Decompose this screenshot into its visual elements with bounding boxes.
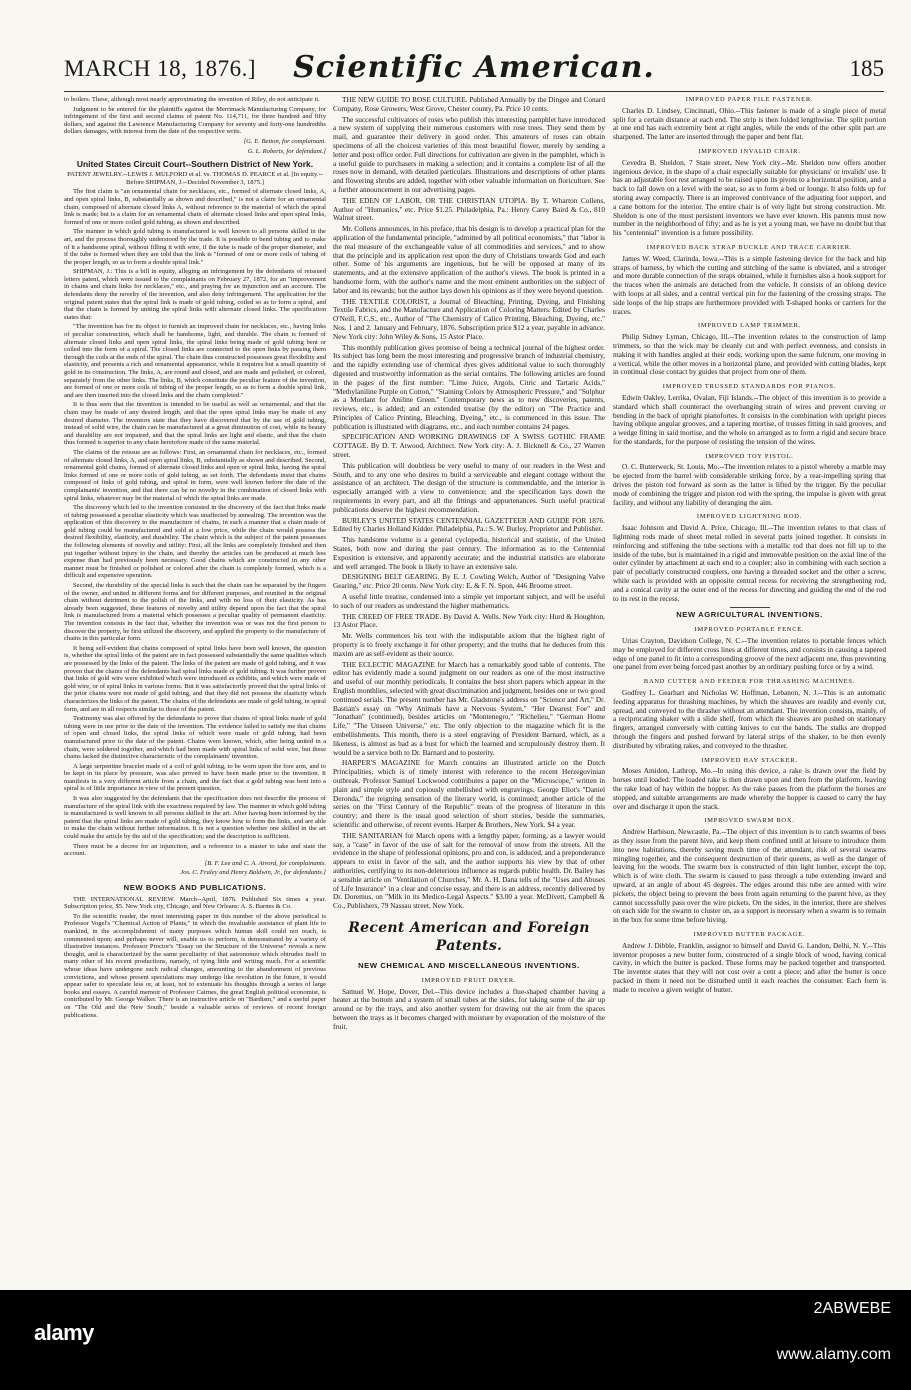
book-notice: BURLEY'S UNITED STATES CENTENNIAL GAZETTEER AND GUIDE FOR 1876. Edited by Charles Holland Kidder. Philadelphia, Pa.: S. W. Burley, Proprietor and Publisher. <box>333 515 605 534</box>
body-paragraph: It is thus seen that the invention is intended to be useful as well as ornamental, and that the chain may be made of any desired length, and that the open spiral links may be made of any desired diameter. The inventors state that they have discovered that by the use of gold tubing, instead of solid wire, the chain can be manufactured at a great diminution of cost, while its beauty and durability are not impaired, and that the spiral links are light and elastic, and that the chain thus formed is superior to any chain heretofore made of the same material. <box>64 401 326 447</box>
invention-caption: IMPROVED TOY PISTOL. <box>705 452 794 460</box>
body-paragraph: SHIPMAN, J.: This is a bill in equity, alleging an infringement by the defendants of reissued letters patent, which were issued to the complainants on February 27, 1872, for an "improvement in chains and chain links for necklaces," etc., and praying for an injunction and an account. The defendants deny the novelty of the invention, and also deny infringement. The application for the original patent states that the spiral link is made of gold tubing, coiled so as to form a spiral, and that the chain is formed by uniting the spiral links with alternate closed links. The specification states that: <box>64 268 326 321</box>
body-paragraph: This monthly publication gives promise of being a technical journal of the highest order. Its subject has long been the most interesting and progressive branch of industrial chemistry, and the rapidly extending use of chemical dyes gives additional value to such thoroughly digested and trustworthy information as the serial contains. The following articles are found in the pages of the first number: "Lime Juice, Argols, Citric and Tartaric Acids," "Methylaniline Purple on Cotton," "Staining Colors by Atmospheric Pressure," and "Sulphur as a Mordant for Aniline Green." Contemporary news as to new discoveries, patents, reviews, etc., is added; and an extended treatise (by the editor) on "The Practice and Principles of Calico Printing, Bleaching, Dyeing," etc., is commenced in this issue. The publication is illustrated with diagrams, etc., and each number contains 24 pages. <box>333 342 605 431</box>
body-paragraph: There must be a decree for an injunction, and a reference to a master to take and state the account. <box>64 842 326 858</box>
body-paragraph: THE INTERNATIONAL REVIEW. March--April, 1876. Published Six times a year. Subscription price, $5. New York city, Chicago, and New Orleans: A. S. Barnes & Co. <box>64 895 326 911</box>
invention-text: James W. Weed, Clarinda, Iowa.--This is a simple fastening device for the back and hip straps of harness, by which the cutting and stitching of the same is obviated, and a stronger and more durable connection of the straps obtained, while it furnishes also a hook support for the traces when the animals are detached from the vehicle. It consists of an oblong device with loops at all sides, and a central vertical pin for the fastening of the crossing straps. The side loops of the hip straps are furthermore provided with T-shaped hooks or carriers for the traces. <box>613 253 886 316</box>
body-paragraph: THE ECLECTIC MAGAZINE for March has a remarkably good table of contents. The editor has evidently made a sound judgment on our readers as one of the most instructive and useful of our monthly periodicals. It contains the best short papers which appear in the English monthlies, selected with great discrimination and judgment, besides one or two good continued serials. The present number has Mr. Gladstone's address on "Science and Art," Dr. Bastian's essay on "Why Animals have a Nervous System," "Her Dearest Foe" and "Jonathan" (continued), besides articles on "Montenegro," "Richelieu," "German Home Life," "The Unseen Universe," etc. The only objection to the magazine which fit is the embellishments. This month, there is a steel engraving of President Barnard, which, as a likeness, is almost as bad as a bust for which the learned and scrupulously destroy them. It would be a service both to Dr. Barnard and to posterity. <box>333 659 605 757</box>
column-left <box>64 96 326 1236</box>
case-title: PATENT JEWELRY.--LEWIS J. MULFORD et al. vs. THOMAS D. PEARCE et al. [In equity.--Before SHIPMAN, J.--Decided November 3, 1875.] <box>67 171 323 186</box>
watermark-url: www.alamy.com <box>776 1346 891 1363</box>
invention-caption: IMPROVED TRUSSED STANDARDS FOR PIANOS. <box>662 383 837 391</box>
chemical-inventions-heading: NEW CHEMICAL AND MISCELLANEOUS INVENTIONS. <box>358 960 580 970</box>
body-paragraph: This publication will doubtless be very useful to many of our readers in the West and South, and to any one who desires to build a serviceable and elegant cottage without the assistance of an architect. The design of the structure is commendable, and the interior is especially arranged with a view to convenience; and the specification lays down the requirements in every part, and all the fittings and appurtenances. Such useful practical publications deserve the highest recommendation. <box>333 460 605 514</box>
invention-caption: IMPROVED LAMP TRIMMER. <box>698 322 801 330</box>
issue-date: MARCH 18, 1876.] <box>64 56 257 81</box>
book-notice: THE TEXTILE COLORIST, a Journal of Bleaching, Printing, Dyeing, and Finishing Textile Fabrics, and the Manufacture and Application of Coloring Matters. Edited by Charles O'Neill, F.C.S., etc., Author of "The Chemistry of Calico Printing, Bleaching, Dyeing, etc." Nos. 1 and 2. January and February, 1876. Subscription price $12 a year, payable in advance. New York city: John Wiley & Sons, 15 Astor Place. <box>333 296 605 341</box>
invention-caption: IMPROVED LIGHTNING ROD. <box>696 513 803 521</box>
body-paragraph: HARPER'S MAGAZINE for March contains an illustrated article on the Dutch Principalities, which is of timely interest with reference to the recent Herzegovinian outbreak. Professor Samuel Lockwood contributes a paper on the "Microscope," written in plain and simple style and copiously embellished with engravings. George Eliot's "Daniel Deronda," the reigning sensation of the literary world, is continued; another article of the series on the "First Century of the Republic" treats of the progress of literature in this country; and there is the usual good selection of short stories, beside the summaries, scientific and otherwise, of recent events. Harper & Brothers, New York. $4 a year. <box>333 758 605 829</box>
body-paragraph: Testimony was also offered by the defendants to prove that chains of spiral links made of gold tubing were in use prior to the date of the invention. The evidence failed to satisfy me that chains of open and closed links, the spiral links of which were made of gold tubing, had been manufactured prior to the date of the patent. Chains were known, which, after being united in a chain, were soldered together, and which had been made with spiral links of solid wire, but these chains lacked the distinctive characteristic of the complainants' invention. <box>64 715 326 761</box>
body-paragraph: It was also suggested by the defendants that the specification does not describe the process of manufacture of the spiral link with the exactness required by law. The manner in which gold tubing is manufactured is well known to all persons skilled in the art. After having been informed by the patent that the spiral links are made of gold tubing, they know how to form the links, and are able to make the chain without further information. It is not a question whether one skilled in the art could make the article by the aid of the specification; and the description is sufficient. <box>64 795 326 841</box>
invention-caption: IMPROVED BUTTER PACKAGE. <box>693 930 806 938</box>
counsel-line: Jos. C. Fraley and Henry Baldwin, Jr., for defendants.] <box>180 869 326 877</box>
masthead-rule <box>64 91 884 92</box>
body-paragraph: The successful cultivators of roses who publish this interesting pamphlet have introduced a new system of supplying their numerous customers with rose trees. They send them by mail, and guarantee their delivery in good order. This amateurs of roses can obtain specimens of all the choicest varieties of this most beautiful flower, merely by sending a letter and post office order. Full directions for cultivation are given in the pamphlet, which is a useful guide to purchasers in making a selection; and it contains a complete list of all the roses now in demand, with detailed particulars. Illustrations and descriptions of other plants and flowering shrubs are added, together with other valuable information on floriculture. See a further announcement in our advertising pages. <box>333 114 605 194</box>
counsel-line: G. L. Roberts, for defendant.] <box>247 147 326 155</box>
stock-watermark-banner <box>0 1290 911 1390</box>
invention-text: Philip Sidney Lyman, Chicago, Ill.--The invention relates to the construction of lamp trimmers, so that the wick may be cleanly cut and with perfect evenness, and consists in making it with handles angled at their ends, working upon the same fulcrum, one moving in a vertical, while the other moves in a horizontal plane, and provided with cutting blades, kept in continual close contact by guides that project from one of them. <box>613 332 886 377</box>
invention-text: Edwin Oakley, Lerrika, Ovalan, Fiji Islands.--The object of this invention is to provide a standard which shall counteract the overhanging strain of wires and prevent curving or bending in the back of upright pianofortes. It consists in the combination with upright pieces having oblique angular grooves, and a tapering mortise, of trusses fitting in said grooves, and a wedge fitting in said mortise, and the whole so arranged as to form a rigid and secure brace for the standards, for the purpose of resisting the tension of the wires. <box>613 392 886 446</box>
invention-text: O. C. Butterweck, St. Louis, Mo.--The invention relates to a pistol whereby a marble may be ejected from the barrel with considerable striking force, by a rear-impelling spring that drives the piston rod forward as soon as the latter is lifted by the trigger. By the peculiar mode of combining the trigger and piston rod with the spring, the impulse is given with great facility, and without any liability of deranging the aim. <box>613 462 886 507</box>
invention-text: Cevedra B. Sheldon, 7 State street, New York city.--Mr. Sheldon now offers another ingenious device, in the shape of a chair especially suitable for physicians' or invalids' use. It has an adjustable foot rest arranged to be raised upon its pivots to a horizontal position, and a back to fall down on a level with the seat, so as to form a bed or lounge. It also folds up for storing away compactly. There is an improved contrivance of the adjusting foot support, and a cane bottom for the interior. The entire chair is of very light but strong construction. Mr. Sheldon is one of the most persistent inventors we have ever known. His patents must now number in the neighborhood of fifty; and as he is yet a young man, we have no doubt but that his "centennial" invention is a future possibility. <box>613 157 886 238</box>
body-paragraph: Second, the durability of the special links is such that the chain can be separated by the fingers of the owner, and united in different forms and for different purposes, and reunited in the original chain without detriment to the polish of the links, and with no loss of their elasticity. As has already been suggested, these features of novelty and utility depend upon the fact that the spiral link is manufactured from a material which possesses a peculiar quality of permanent elasticity. The invention consists in the fact that, whether the invention was or was not the first person to discover the property, he first utilized the discovery, and applied the property to the manufacture of chains in this particular form. <box>64 582 326 643</box>
counsel-line: [B. F. Lee and C. A. Atvord, for complainants. <box>204 859 326 867</box>
body-paragraph: This handsome volume is a general cyclopedia, historical and statistic, of the United States, both now and during the past century. The information as to the Centennial Exposition is extensive, and apparently accurate; and the industrial statistics are elaborate and well arranged. The book is likely to have an extensive sale. <box>333 535 605 571</box>
body-paragraph: "The invention has for its object to furnish an improved chain for necklaces, etc., having links of peculiar construction, which shall be handsome, light, and durable. The chain is formed of alternate closed links and open spiral links, the spiral links being made of gold tubing bent or coiled into the form of a spiral. The closed links are connected to the open links by passing them through the coils at the ends of the spiral. The chain thus constructed possesses great flexibility and elasticity, and presents a rich and ornamental appearance, while it requires but a small quantity of gold in its construction. The links, A, are round and closed, and are made and polished, or colored, separately from the other links. The links, B, which constitute the peculiar feature of the invention, are formed of one or more coils of tubing of the proper length, so as to form a double spiral link, and are then inserted into the closed links and the chain completed." <box>64 323 326 399</box>
body-paragraph: It being self-evident that chains composed of spiral links have been well known, the question is, whether the spiral links of the patent are in fact possessed substantially the same qualities which are possessed by the links of the patent. The links of the patent are made of gold tubing, and it was proven that the chains of the defendants had spiral links made of gold tubing. It was further proven that links of gold wire were exhibited which were introduced as exhibits, and which were made of gold wire, or of spiral links in various forms. But it was satisfactorily proved that the spiral links of the prior chains were not made of gold tubing, and that they did not possess the elasticity which characterizes the links of the patent. The chains of the defendants are made of gold tubing, in spiral form, and are in all respects similar to those of the patent. <box>64 644 326 713</box>
invention-caption: BAND CUTTER AND FEEDER FOR THRASHING MACHINES. <box>643 678 856 686</box>
invention-caption: IMPROVED BACK STRAP BUCKLE AND TRACE CARRIER. <box>646 243 853 251</box>
invention-caption: IMPROVED SWARM BOX. <box>704 817 795 825</box>
body-paragraph: The first claim is "an ornamental chain for necklaces, etc., formed of alternate closed links, A, and open spiral links, B, substantially as shown and described," is not a claim for an ornamental chain, composed of alternate closed links A, without reference to the material of which the spiral link is made; but is a claim for an ornamental chain of alternate closed links and open spiral links, formed of one or more coiled gold tubing, as shown and described. <box>64 188 326 226</box>
body-paragraph: Mr. Wells commences his text with the indisputable axiom that the highest right of property is to freely exchange it for other property; and the truths that he deduces from this maxim are as self-evident as their source. <box>333 631 605 658</box>
body-paragraph: The claims of the reissue are as follows: First, an ornamental chain for necklaces, etc., formed of alternate closed links, A, and open spiral links, B, substantially as shown and described. Second, ornamental gold chains, formed of alternate closed links and open or spiral links, having the spiral links formed of one or more coils of gold tubing, as set forth. The defendants insist that chains composed of links of gold tubing, and spiral in form, were well known before the date of the complainants' invention, and that there can be no novelty in the combination of closed links with spiral links, whatever may be the material of which the spiral links are made. <box>64 448 326 502</box>
invention-text: Moses Amidon, Lathrop, Mo.--In using this device, a rake is drawn over the field by horses until loaded. The loaded rake is then drawn upon and then from the platform, leaving the rake load of hay within the hopper. As the rake passes from the platform the horses are stopped, and suitable arrangements are made whereby the hopper is caused to carry the hay over and discharge it upon the stack. <box>613 766 886 811</box>
masthead <box>64 50 884 90</box>
invention-caption: IMPROVED HAY STACKER. <box>701 756 798 764</box>
column-right <box>613 96 886 1236</box>
body-paragraph: A large serpentine bracelet made of a coil of gold tubing, to be worn upon the fore arm, and to be kept in its place by pressure, was also proved to have been made prior to the invention. It manifests in a very different article from a chain, and the fact that a gold tubing was bent into a spiral is of little importance in view of the present question. <box>64 762 326 793</box>
invention-text: Godfrey L. Gearhart and Nicholas W. Hoffman, Lebanon, N. J.--This is an automatic feeding apparatus for thrashing machines, by which the sheaves are readily and evenly cut, spread, and conveyed to the thrasher without an attendant. The invention consists, mainly, of a reciprocating shaker with a slide shelf, from which the sheaves are pushed on stationary fingers, arranged conversely with cutting knives to cut the bands. The stalks are dropped through the fingers and pushed forward by lateral strips of the shaker, to be then evenly distributed by vibrating rakes, and conveyed to the thrasher. <box>613 688 886 750</box>
invention-caption: IMPROVED PORTABLE FENCE. <box>694 626 805 634</box>
invention-caption: IMPROVED PAPER FILE FASTENER. <box>685 96 814 103</box>
invention-caption: IMPROVED INVALID CHAIR. <box>698 147 801 155</box>
invention-text: Isaac Johnson and David A. Price, Chicago, Ill.--The invention relates to that class of lightning rods made of sheet metal rolled in several parts joined together. It consists in reinforcing and stiffening the tube sections with a metallic rod that does not fill up to the inside of the tube, but is maintained in a rigid and immovable position on the axial line of the outer cylinder by attachment at each end to a coupler; also in combining with each section a pair of peculiarly constructed couplers, one having a threaded socket and the other a screw, while each is provided with an opposite central recess for receiving the strengthening rod, and a conical cavity at the outer end of the recess for directing and guiding the end of the rod to its rest in the recess. <box>613 523 886 603</box>
book-notice: DESIGNING BELT GEARING. By E. J. Cowling Welch, Author of "Designing Valve Gearing," etc. Price 20 cents. New York city: E. & F. N. Spon, 446 Broome street. <box>333 572 605 591</box>
book-notice: SPECIFICATION AND WORKING DRAWINGS OF A SWISS GOTHIC FRAME COTTAGE. By D. T. Atwood, Architect. New York city: A. J. Bicknell & Co., 27 Warren street. <box>333 432 605 460</box>
body-paragraph: Judgment to be entered for the plaintiffs against the Merrimack Manufacturing Company, for infringement of the first and second claims of patent No. 114,711, for three hundred and fifty dollars, and against the Lawrence Manufacturing Company for seventy and forty-one hundredths dollars damages, with interest from the date of the respective writs. <box>64 105 326 136</box>
body-paragraph: THE SANITARIAN for March opens with a lengthy paper, forming, as a lawyer would say, a "case" in favor of the use of salt for the removal of snow from the streets. All the evidence in the shape of professional opinions, pro and con, is adduced, and a preponderance appears to exist in favor of the salt, and the author supports his view by that of other authorities, certifying to its non-deleterious influence as regards public health. Dr. Bailey has a sensible article on "Ventilation of Churches," Mr. A. H. Dana tells of the "Uses and Abuses of Life Insurance" in a clear and concise essay, and there is an address, recently delivered by Dr. Doremus, on "Milk in its Medico-Legal Aspects." $3.00 a year. McDivett, Campbell & Co., Publishers, 79 Nassau street, New York. <box>333 830 605 911</box>
counsel-line: [G. E. Betton, for complainant. <box>243 137 326 145</box>
invention-text: Urias Crayton, Davidson College, N. C.--The invention relates to portable fences which may be employed for different cross lines at different times, and consists in causing a tapered edge of one panel to fit into a corresponding groove of the next adjacent one, thus preventing one panel from ever being forced past another by an ordinary pushing force or by a wind. <box>613 636 886 672</box>
body-paragraph: A useful little treatise, condensed into a simple yet important subject, and will be useful to such of our readers as understand the higher mathematics. <box>333 592 605 610</box>
invention-text: Samuel W. Hope, Dover, Del.--This device includes a flue-shaped chamber having a heater at the bottom and a system of small tubes at the sides, for taking some of the air up around or by the trays, and also another system for drawing out the air from the spaces between the trays as it becomes charged with moisture by evaporation of the moisture of the fruit. <box>333 986 605 1031</box>
column-middle <box>333 96 605 1236</box>
agricultural-inventions-heading: NEW AGRICULTURAL INVENTIONS. <box>676 610 823 620</box>
book-notice: THE NEW GUIDE TO ROSE CULTURE. Published Annually by the Dingee and Conard Company, Rose Growers, West Grove, Chester county, Pa. Price 10 cents. <box>333 96 605 113</box>
book-notice: THE EDEN OF LABOR, OR THE CHRISTIAN UTOPIA. By T. Wharton Collens, Author of "Humanics," etc. Price $1.25. Philadelphia, Pa.: Henry Carey Baird & Co., 810 Walnut street. <box>333 195 605 223</box>
body-paragraph: To the scientific reader, the most interesting paper in this number of the above periodical is Professor Vogel's "Chemical Action of Plants," in which the invaluable assistance of plant life to mankind, in the accomplishment of many purposes which human skill could not reach, is commented upon; and perhaps never will, enable us to perform, is demonstrated by a variety of illustrative instances. Professor Proctor's "Essay on the Structure of the Universe" reveals a new thought, and is characterized by the same peculiarity of that astronomer which obtrudes itself in many other of his recent productions, namely, of tying little and writing much. For a scientific whose ideas have undergone such radical changes, amounting to the abandonment of previous convictions, and whose present speculations may undergo like revolution in the future, it would appear safer to speculate less or, at least, not to extenuate his thoughts through a series of large books and essays. A careful memoir of Professor Cairnes, the great English political economist, is contributed by Mr. George Walker. There is an instructive article on "Bardism," and a useful paper on "The Old and the New South," beside a valuable series of reviews of recent foreign publications. <box>64 912 326 1019</box>
case-heading: United States Circuit Court--Southern District of New York. <box>76 159 314 170</box>
watermark-image-id: 2ABWEBE <box>813 1300 891 1317</box>
invention-caption: IMPROVED FRUIT DRYER. <box>421 976 517 984</box>
invention-text: Andrew Harbison, Newcastle, Pa.--The object of this invention is to catch swarms of bees as they issue from the parent hive, and keep them confined until at leisure to introduce them into new habitations, thereby saving much time of the attendant, risk of several swarms mingling together, and the consequent destruction of their queens, as well as the danger of leaving for the woods. The swarm box is constructed of thin light lumber, except the top, which is of wire cloth. The swarm is caused to pass through a tube extending inward and upward, at an angle of about 45 degrees. The edges around this tube are armed with wire pickets, the object being to prevent the bees from again returning to the parent hive, as they cannot successfully pass over the wire pickets. On the sides, in the interior, there are shelves on each side for the swarm to cluster on, as a support is necessary when a swarm is to remain in the box for some time before hiving. <box>613 827 886 925</box>
invention-text: Charles D. Lindsey, Cincinnati, Ohio.--This fastener is made of a single piece of metal split for a certain distance at each end. The strip is then folded lengthwise. The split portion at one end has each extremity bent at right angles, while the ends of the other split part are sharpened. The latter are inserted through the paper and bent flat. <box>613 105 886 142</box>
body-paragraph: Mr. Collens announces, in his preface, that his design is to develop a practical plan for the application of the fundamental principle, "admitted by all political economists," that "labor is the real measure of the exchangeable value of all commodities and services," and to show that the principle and its application rest upon the duty of Christians towards God and each other. Some of his arguments are ingenious, but he will be opposed at many of its statements, and at the extensive application of the author's views. The book is printed in a handsome form, with the author's name and the most eminent authorities on the subject of labor and its rewards; but the author lays down his opinions as if they were beyond question. <box>333 224 605 295</box>
invention-text: Andrew J. Dibble, Franklin, assignor to himself and David G. Landon, Delhi, N. Y.--This inventor proposes a new butter form, constructed of a single block of wood, having conical cavity, in which the butter is packed. These forms may be packed together and transported. The inventor states that they will not cost over a cent a piece; and after the butter is once packed in them it need not be disturbed until it each reaches the consumer. Each form is made to receive a given weight of butter. <box>613 940 886 994</box>
patents-heading: Recent American and Foreign Patents. <box>348 919 590 954</box>
body-paragraph: The manner in which gold tubing is manufactured is well known to all persons skilled in the art, and the process thoroughly understood by the trade. It is possible to bend tubing and to make of it a handsome spiral, without filling it with wire, if the tube is made of the proper diameter, and if the tube is formed when they are told that the link is "formed of one or more coils of tubing of the proper length, so as to form a double spiral link." <box>64 228 326 266</box>
page-number: 185 <box>849 56 884 81</box>
publication-title: Scientific American. <box>293 50 655 85</box>
body-paragraph: The discovery which led to the invention consisted in the discovery of the fact that links made of tubing possessed a peculiar elasticity which was unaffected by annealing. The invention was the application of this discovery to the manufacture of chains, in such a manner that a chain made of gold tubing could be manufactured and sold at a low price, while the chain would possess the desired flexibility, elasticity, and durability. The chain which is the subject of the patent possesses the following elements of novelty and utility: First, all the links are completely finished and then put together without injury to the chain, and thereby the articles can be produced at much less expense than had previously been necessary. Good chains which are constructed in any other manner must be finished or polished or colored after the chain is completely formed, which is a difficult and expensive operation. <box>64 504 326 580</box>
section-divider <box>730 607 770 608</box>
body-paragraph: to boilers. These, although most nearly approximating the invention of Riley, do not anticipate it. <box>64 96 320 103</box>
books-heading: NEW BOOKS AND PUBLICATIONS. <box>123 883 267 892</box>
watermark-logo: alamy <box>34 1320 94 1345</box>
book-notice: THE CREED OF FREE TRADE. By David A. Wells. New York city: Hurd & Houghton, 13 Astor Place. <box>333 611 605 630</box>
